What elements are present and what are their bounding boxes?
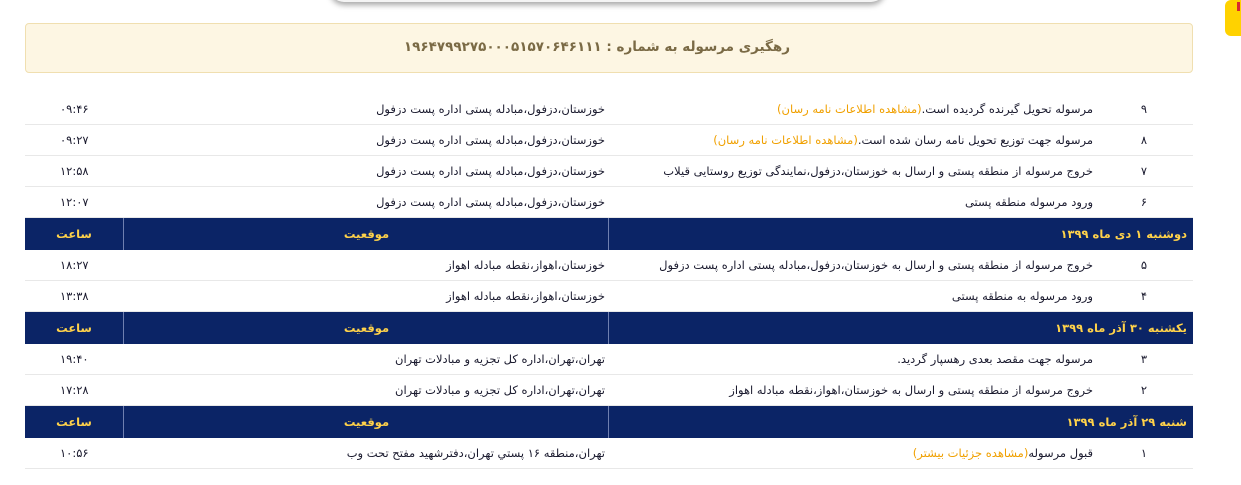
event-time: ۱۰:۵۶: [60, 446, 89, 460]
top-popup-edge: [330, 0, 885, 2]
column-separator: [608, 218, 609, 250]
location-header: موقعیت: [343, 415, 390, 429]
event-text: خروج مرسوله از منطقه پستی و ارسال به خوزستان،دزفول،مبادله پستی اداره پست دزفول: [659, 258, 1093, 272]
row-number: ۱: [1140, 446, 1148, 460]
table-row: [25, 344, 1193, 375]
corner-tab[interactable]: [1225, 0, 1241, 36]
event-description: [729, 383, 1093, 397]
date-header-label: یکشنبه ۳۰ آذر ماه ۱۳۹۹: [1055, 321, 1187, 335]
column-separator: [123, 312, 124, 344]
date-header-label: دوشنبه ۱ دی ماه ۱۳۹۹: [1060, 227, 1187, 241]
column-separator: [123, 406, 124, 438]
row-number: ۳: [1140, 352, 1148, 366]
column-separator: [608, 406, 609, 438]
details-link[interactable]: (مشاهده جزئیات بیشتر): [912, 446, 1029, 460]
event-text: مرسوله جهت مقصد بعدی رهسپار گردید.: [897, 352, 1093, 366]
date-header-row: [25, 312, 1193, 344]
location-header: موقعیت: [343, 321, 390, 335]
column-separator: [608, 312, 609, 344]
event-location: خوزستان،دزفول،مبادله پستی اداره پست دزفول: [376, 102, 605, 116]
tracking-table: [25, 94, 1193, 469]
location-header: موقعیت: [343, 227, 390, 241]
date-header-row: [25, 218, 1193, 250]
table-row: [25, 187, 1193, 218]
event-text: ورود مرسوله منطقه پستی: [964, 195, 1093, 209]
event-time: ۰۹:۲۷: [60, 133, 89, 147]
table-row: [25, 281, 1193, 312]
row-number: ۴: [1140, 289, 1148, 303]
row-number: ۸: [1140, 133, 1148, 147]
event-description: [965, 195, 1093, 209]
event-location: تهران،منطقه ۱۶ پستي تهران،دفترشهید مفتح تحت وب: [346, 446, 605, 460]
event-description: [777, 102, 1093, 116]
event-description: [952, 289, 1093, 303]
event-time: ۱۷:۲۸: [60, 383, 89, 397]
date-header-label: شنبه ۲۹ آذر ماه ۱۳۹۹: [1066, 415, 1187, 429]
event-time: ۰۹:۴۶: [60, 102, 89, 116]
tracking-banner: [25, 23, 1193, 73]
event-location: خوزستان،اهواز،نقطه مبادله اهواز: [446, 289, 605, 303]
event-location: خوزستان،دزفول،مبادله پستی اداره پست دزفول: [376, 164, 605, 178]
event-text: خروج مرسوله از منطقه پستی و ارسال به خوزستان،دزفول،نمایندگی توزیع روستایی قیلاب: [663, 164, 1093, 178]
details-link[interactable]: (مشاهده اطلاعات نامه رسان): [713, 133, 858, 147]
event-description: [713, 133, 1093, 147]
time-header: ساعت: [56, 415, 92, 429]
event-location: تهران،تهران،اداره کل تجزیه و مبادلات تهران: [395, 352, 605, 366]
table-row: [25, 250, 1193, 281]
event-text: ورود مرسوله به منطقه پستی: [951, 289, 1093, 303]
event-description: [663, 164, 1093, 178]
time-header: ساعت: [56, 321, 92, 335]
row-number: ۵: [1140, 258, 1148, 272]
event-description: [897, 352, 1093, 366]
date-header-row: [25, 406, 1193, 438]
event-text: قبول مرسوله: [1028, 446, 1093, 460]
event-time: ۱۳:۳۸: [60, 289, 89, 303]
column-separator: [123, 218, 124, 250]
row-number: ۷: [1140, 164, 1148, 178]
event-time: ۱۲:۵۸: [60, 164, 89, 178]
event-time: ۱۸:۲۷: [60, 258, 89, 272]
event-text: مرسوله جهت توزیع تحویل نامه رسان شده است.: [857, 133, 1093, 147]
table-row: [25, 156, 1193, 187]
corner-mark-icon: [1237, 2, 1240, 11]
event-time: ۱۲:۰۷: [60, 195, 89, 209]
table-row: [25, 94, 1193, 125]
row-number: ۶: [1140, 195, 1148, 209]
event-location: تهران،تهران،اداره کل تجزیه و مبادلات تهران: [395, 383, 605, 397]
row-number: ۲: [1140, 383, 1148, 397]
event-description: [659, 258, 1093, 272]
table-row: [25, 375, 1193, 406]
event-time: ۱۹:۴۰: [60, 352, 89, 366]
tracking-title: رهگیری مرسوله به شماره : ۱۹۶۴۷۹۹۲۷۵۰۰۰۵۱۵۷۰۶۴۶۱۱۱: [403, 39, 790, 55]
event-text: خروج مرسوله از منطقه پستی و ارسال به خوزستان،اهواز،نقطه مبادله اهواز: [729, 383, 1093, 397]
row-number: ۹: [1140, 102, 1148, 116]
table-row: [25, 125, 1193, 156]
event-location: خوزستان،دزفول،مبادله پستی اداره پست دزفول: [376, 195, 605, 209]
details-link[interactable]: (مشاهده اطلاعات نامه رسان): [777, 102, 922, 116]
event-description: [913, 446, 1093, 460]
time-header: ساعت: [56, 227, 92, 241]
event-text: مرسوله تحویل گیرنده گردیده است.: [921, 102, 1093, 116]
event-location: خوزستان،اهواز،نقطه مبادله اهواز: [446, 258, 605, 272]
table-row: [25, 438, 1193, 469]
event-location: خوزستان،دزفول،مبادله پستی اداره پست دزفول: [376, 133, 605, 147]
